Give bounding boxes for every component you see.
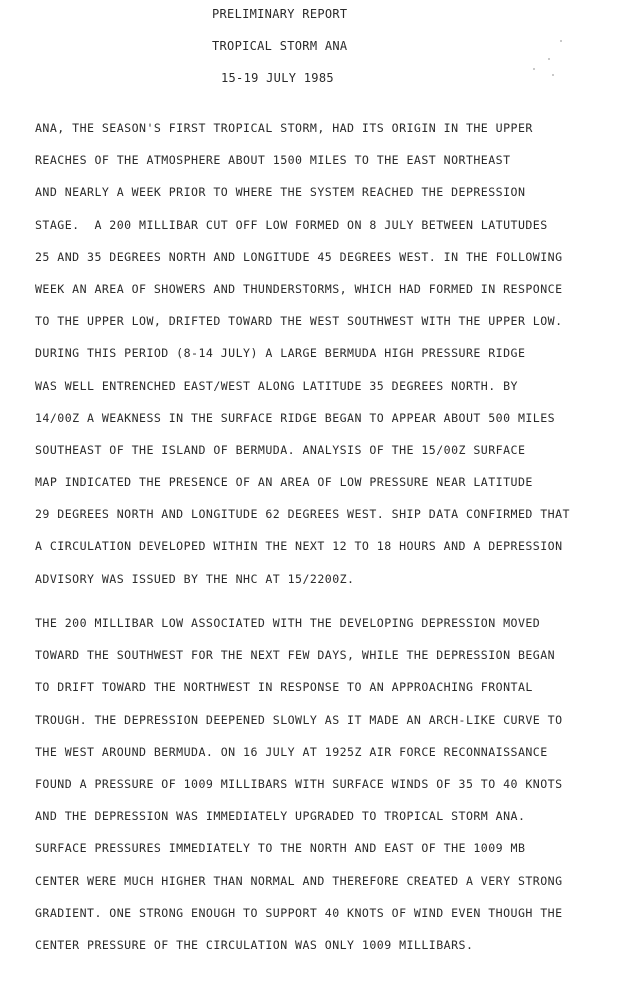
paragraph-1 [35,121,625,604]
text-line: THE 200 MILLIBAR LOW ASSOCIATED WITH THE DEVELOPING DEPRESSION MOVED [35,616,541,630]
date-range-heading: 15-19 JULY 1985 [221,71,334,85]
paragraph-2 [35,616,625,970]
text-line: WEEK AN AREA OF SHOWERS AND THUNDERSTORMS, WHICH HAD FORMED IN RESPONCE [35,281,563,296]
text-line: TO DRIFT TOWARD THE NORTHWEST IN RESPONSE TO AN APPROACHING FRONTAL [35,680,533,695]
text-line: STAGE. A 200 MILLIBAR CUT OFF LOW FORMED ON 8 JULY BETWEEN LATUTUDES [35,217,548,232]
text-line: ANA, THE SEASON'S FIRST TROPICAL STORM, HAD ITS ORIGIN IN THE UPPER [35,121,533,135]
text-line: AND THE DEPRESSION WAS IMMEDIATELY UPGRADED TO TROPICAL STORM ANA. [35,809,526,824]
text-line: A CIRCULATION DEVELOPED WITHIN THE NEXT 12 TO 18 HOURS AND A DEPRESSION [35,539,563,554]
text-line: TO THE UPPER LOW, DRIFTED TOWARD THE WEST SOUTHWEST WITH THE UPPER LOW. [35,314,563,329]
text-line: THE WEST AROUND BERMUDA. ON 16 JULY AT 1925Z AIR FORCE RECONNAISSANCE [35,744,548,759]
text-line: SURFACE PRESSURES IMMEDIATELY TO THE NORTH AND EAST OF THE 1009 MB [35,841,526,856]
text-line: 29 DEGREES NORTH AND LONGITUDE 62 DEGREES WEST. SHIP DATA CONFIRMED THAT [35,507,570,522]
text-line: TROUGH. THE DEPRESSION DEEPENED SLOWLY AS IT MADE AN ARCH-LIKE CURVE TO [35,712,563,727]
text-line: 14/00Z A WEAKNESS IN THE SURFACE RIDGE BEGAN TO APPEAR ABOUT 500 MILES [35,410,556,425]
scan-speck [560,40,562,42]
text-line: FOUND A PRESSURE OF 1009 MILLIBARS WITH SURFACE WINDS OF 35 TO 40 KNOTS [35,776,563,791]
scan-speck [552,74,554,76]
scan-speck [548,58,550,60]
text-line: CENTER PRESSURE OF THE CIRCULATION WAS ONLY 1009 MILLIBARS. [35,937,474,952]
text-line: REACHES OF THE ATMOSPHERE ABOUT 1500 MILES TO THE EAST NORTHEAST [35,153,511,168]
report-title: PRELIMINARY REPORT [212,7,348,21]
text-line: CENTER WERE MUCH HIGHER THAN NORMAL AND THEREFORE CREATED A VERY STRONG [35,873,563,888]
text-line: WAS WELL ENTRENCHED EAST/WEST ALONG LATITUDE 35 DEGREES NORTH. BY [35,378,518,393]
text-line: ADVISORY WAS ISSUED BY THE NHC AT 15/2200Z. [35,571,355,586]
text-line: MAP INDICATED THE PRESENCE OF AN AREA OF LOW PRESSURE NEAR LATITUDE [35,475,533,490]
text-line: DURING THIS PERIOD (8-14 JULY) A LARGE BERMUDA HIGH PRESSURE RIDGE [35,346,526,361]
text-line: TOWARD THE SOUTHWEST FOR THE NEXT FEW DAYS, WHILE THE DEPRESSION BEGAN [35,648,556,663]
text-line: GRADIENT. ONE STRONG ENOUGH TO SUPPORT 40 KNOTS OF WIND EVEN THOUGH THE [35,905,563,920]
storm-name-heading: TROPICAL STORM ANA [212,39,348,53]
text-line: SOUTHEAST OF THE ISLAND OF BERMUDA. ANALYSIS OF THE 15/00Z SURFACE [35,442,526,457]
text-line: 25 AND 35 DEGREES NORTH AND LONGITUDE 45 DEGREES WEST. IN THE FOLLOWING [35,249,563,264]
scan-speck [533,68,535,70]
text-line: AND NEARLY A WEEK PRIOR TO WHERE THE SYSTEM REACHED THE DEPRESSION [35,185,526,200]
